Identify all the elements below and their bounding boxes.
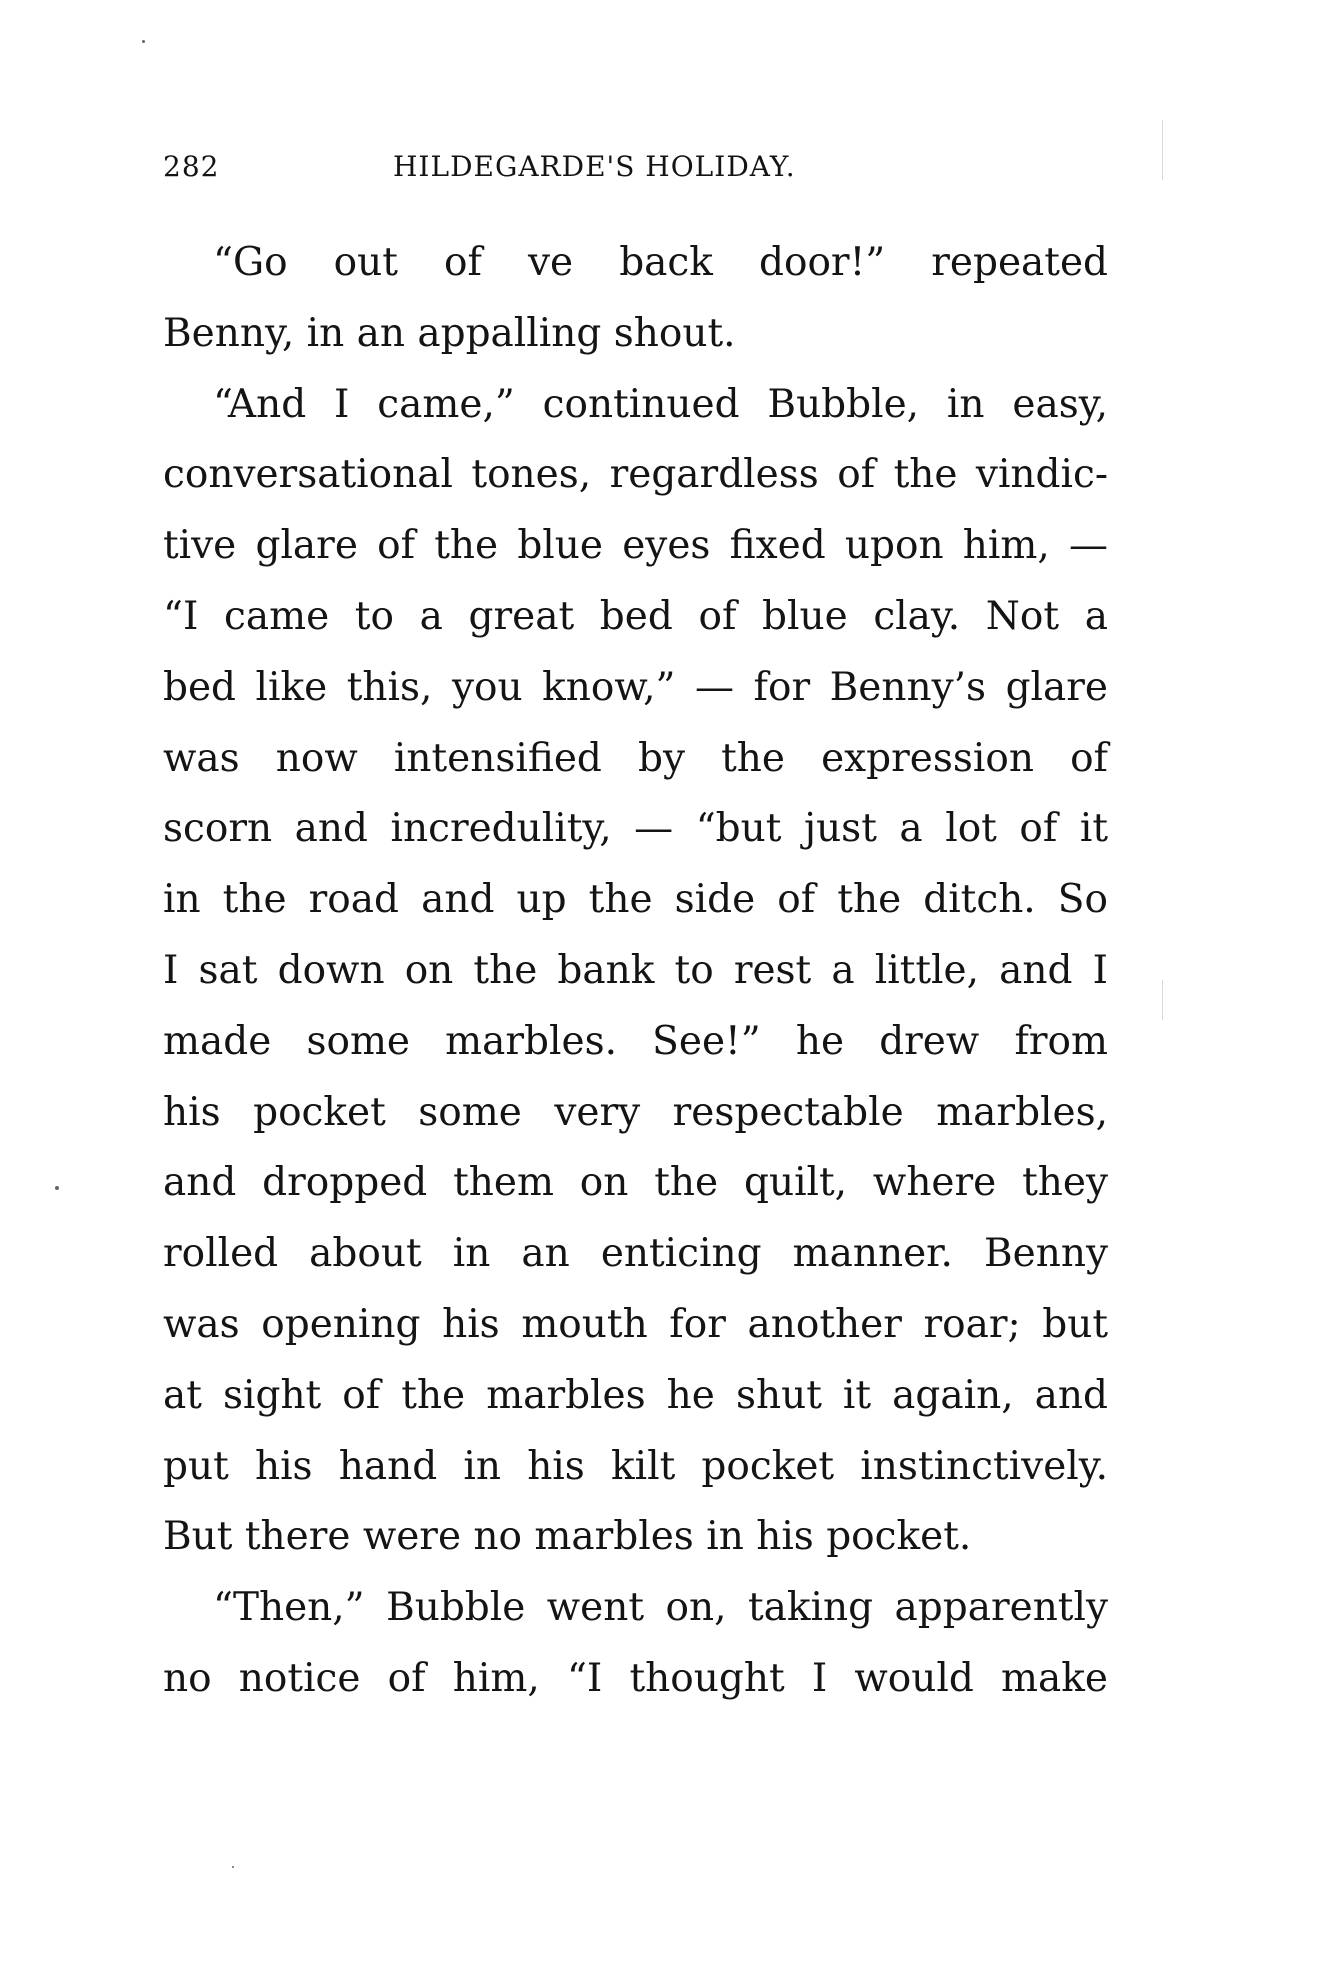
text-line: Benny, in an appalling shout. xyxy=(163,310,736,356)
paper-speck xyxy=(142,40,145,43)
body-text xyxy=(163,228,1108,1715)
text-line: But there were no marbles in his pocket. xyxy=(163,1514,972,1560)
paper-speck xyxy=(232,1866,234,1868)
text-line: at sight of the marbles he shut it again, and xyxy=(163,1372,1108,1418)
scan-edge-mark xyxy=(1162,980,1163,1020)
text-line: “I came to a great bed of blue clay. Not a xyxy=(163,593,1108,639)
text-line: made some marbles. See!” he drew from xyxy=(163,1018,1108,1064)
text-line: was opening his mouth for another roar; but xyxy=(163,1301,1108,1347)
text-line: his pocket some very respectable marbles, xyxy=(163,1089,1108,1135)
text-line: tive glare of the blue eyes fixed upon him, — xyxy=(163,523,1108,569)
text-line: bed like this, you know,” — for Benny’s glare xyxy=(163,664,1108,710)
page-number: 282 xyxy=(163,150,220,183)
running-head xyxy=(163,150,1043,190)
text-line: conversational tones, regardless of the vindic- xyxy=(163,452,1108,498)
scan-edge-mark xyxy=(1162,120,1163,180)
text-line: and dropped them on the quilt, where they xyxy=(163,1160,1108,1206)
text-line: “Then,” Bubble went on, taking apparently xyxy=(213,1585,1108,1631)
text-line: I sat down on the bank to rest a little, and I xyxy=(163,947,1108,993)
text-line: scorn and incredulity, — “but just a lot of it xyxy=(163,806,1108,852)
text-line: in the road and up the side of the ditch. So xyxy=(163,877,1108,923)
text-line: rolled about in an enticing manner. Benny xyxy=(163,1231,1108,1277)
text-line: “And I came,” continued Bubble, in easy, xyxy=(213,381,1108,427)
text-line: “Go out of ve back door!” repeated xyxy=(213,240,1108,285)
text-line: put his hand in his kilt pocket instinctively. xyxy=(163,1443,1108,1489)
text-line: no notice of him, “I thought I would make xyxy=(163,1655,1108,1701)
paper-speck xyxy=(55,1186,59,1190)
text-line: was now intensified by the expression of xyxy=(163,735,1108,781)
running-title: HILDEGARDE'S HOLIDAY. xyxy=(393,150,796,183)
